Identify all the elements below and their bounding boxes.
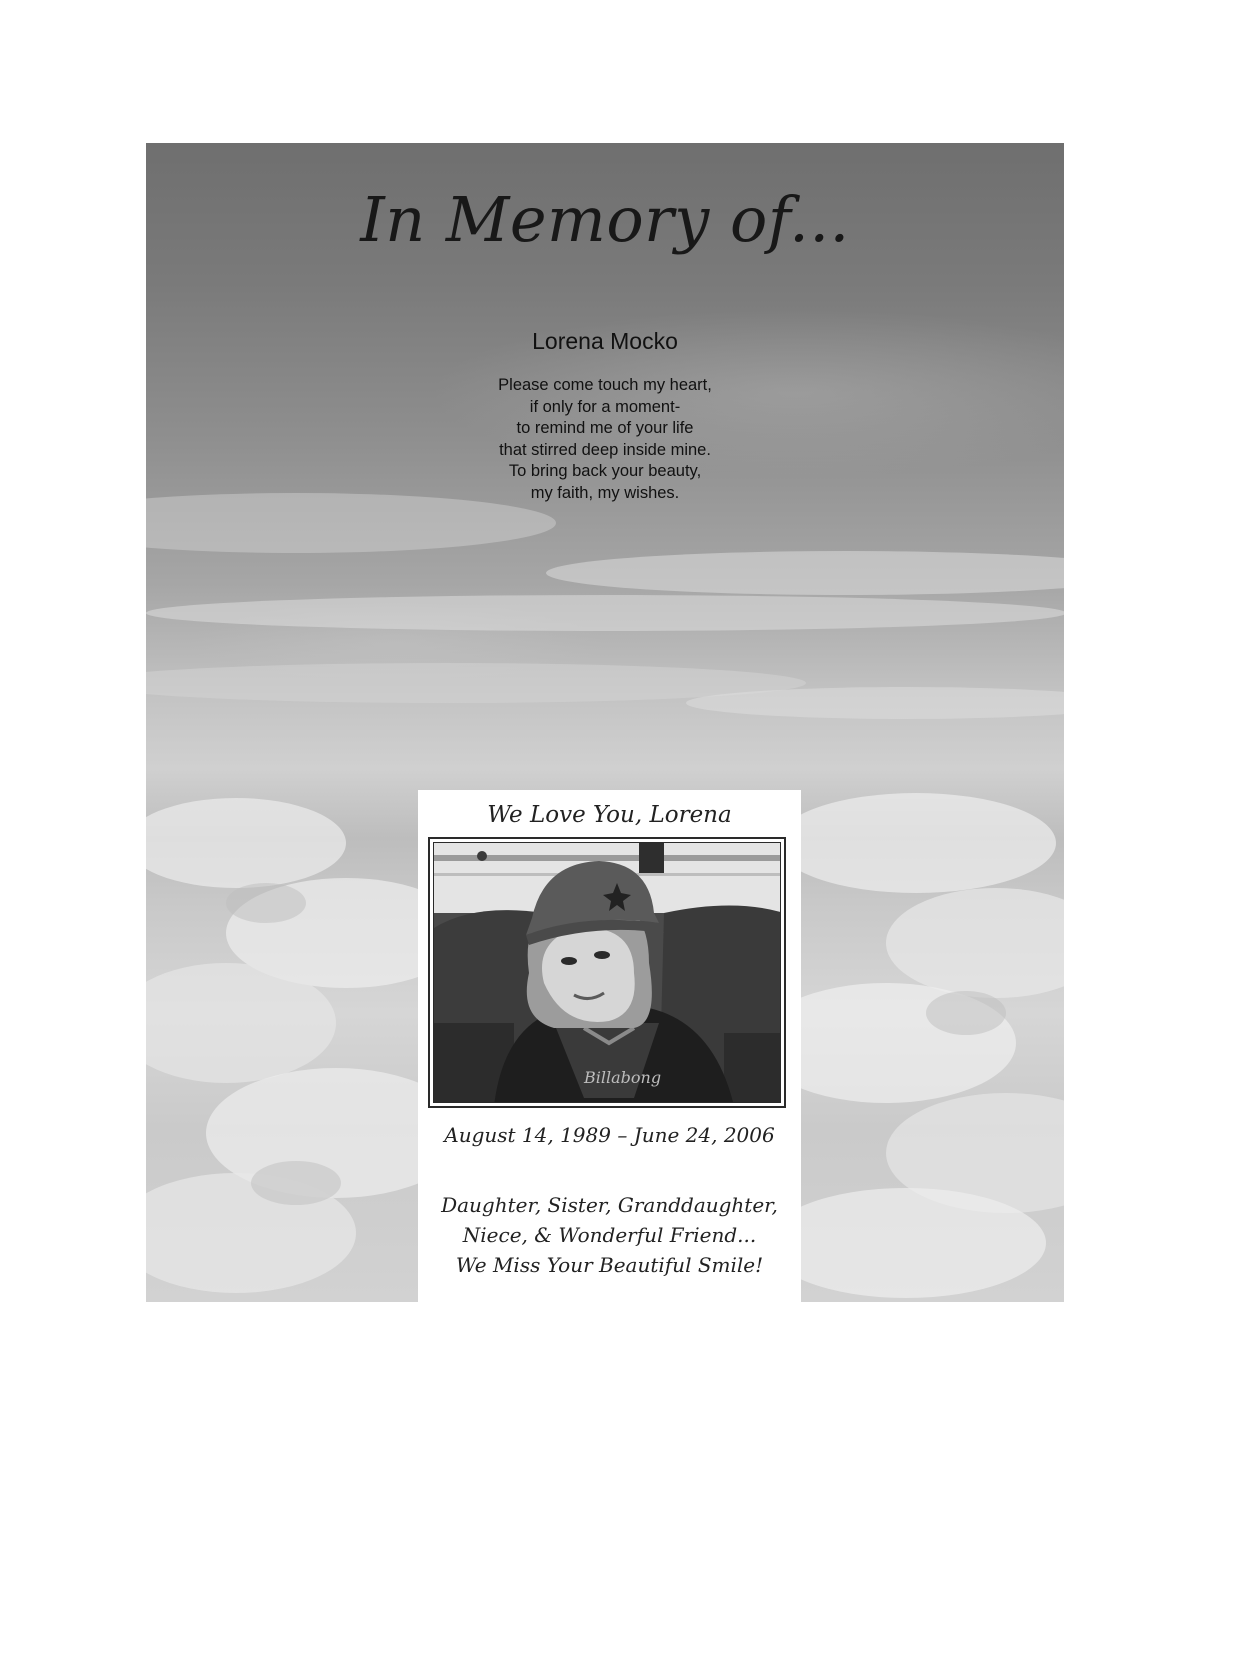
card-heading: We Love You, Lorena: [487, 802, 732, 828]
deceased-name: Lorena Mocko: [532, 328, 678, 354]
tribute-line: Daughter, Sister, Granddaughter,: [441, 1193, 778, 1217]
photo-frame: [428, 837, 786, 1108]
tribute-text: [418, 1190, 801, 1280]
poem-line: my faith, my wishes.: [530, 483, 680, 502]
poem-line: To bring back your beauty,: [508, 462, 702, 480]
poem-line: that stirred deep inside mine.: [499, 440, 711, 459]
portrait-photo: [433, 842, 781, 1103]
tribute-line: Niece, & Wonderful Friend...: [462, 1223, 757, 1247]
poem-line: Please come touch my heart,: [498, 376, 712, 394]
memorial-headline: In Memory of...: [360, 183, 850, 256]
memorial-panel: [146, 143, 1064, 1302]
poem-line: to remind me of your life: [516, 419, 694, 437]
shirt-logo-text: Billabong: [584, 1068, 662, 1087]
poem-line: if only for a moment-: [529, 397, 681, 416]
portrait-photo-image: [434, 843, 781, 1103]
life-dates: August 14, 1989 – June 24, 2006: [444, 1123, 775, 1147]
tribute-line: We Miss Your Beautiful Smile!: [455, 1253, 764, 1277]
memorial-poem: [146, 375, 1064, 504]
photo-card: [418, 790, 801, 1302]
